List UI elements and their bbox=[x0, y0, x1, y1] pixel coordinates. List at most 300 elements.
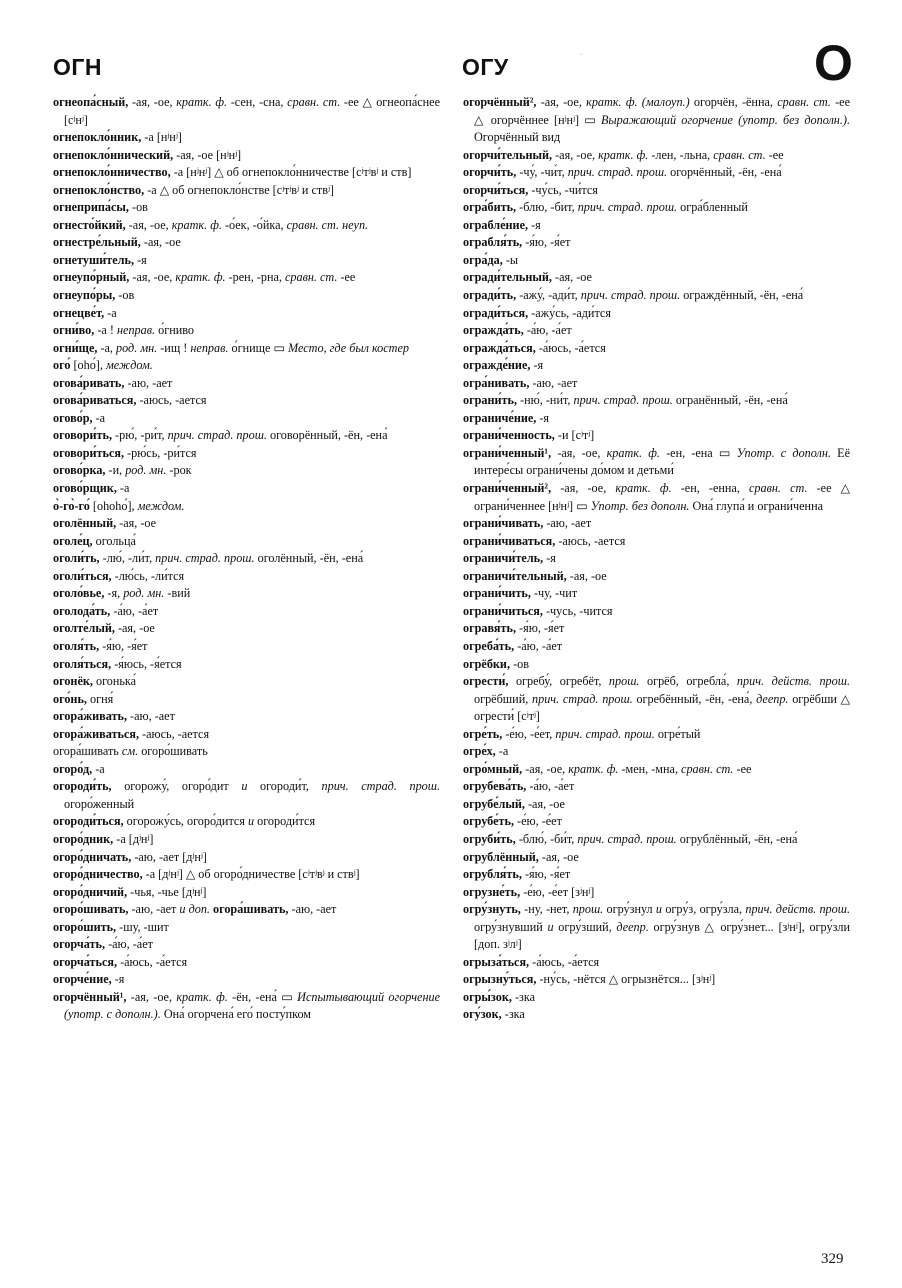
entry-text: огру́знув △ огру́знет... [зʲнʲ], огру́зли [доп. зʲлʲ] bbox=[474, 919, 850, 952]
headword: огрублённый, bbox=[463, 849, 539, 864]
entry-text: -е́ю, -е́ет [зʲнʲ] bbox=[520, 884, 595, 899]
dictionary-entry bbox=[53, 199, 440, 217]
dictionary-entry bbox=[463, 585, 850, 603]
entry-text: -а △ об огнепокло́нстве [сʲтʲвʲ и ствʲ] bbox=[144, 182, 334, 197]
headword: ограни́ть, bbox=[463, 393, 518, 408]
headword: огра́да, bbox=[463, 252, 503, 267]
entry-text: -ищ ! bbox=[157, 340, 191, 355]
headword: огорчи́ться, bbox=[463, 182, 529, 197]
dictionary-entry bbox=[463, 550, 850, 568]
headword: огреба́ть, bbox=[463, 638, 515, 653]
grammar-label: сравн. ст. bbox=[777, 95, 831, 109]
entry-text: -ая, -ое, bbox=[129, 270, 176, 285]
entry-text: -рю́, -ри́т, bbox=[112, 428, 168, 443]
dictionary-entry bbox=[463, 778, 850, 796]
headword: огоро́дничий, bbox=[53, 884, 128, 899]
dictionary-entry bbox=[53, 673, 440, 691]
grammar-label: прич. страд. прош. bbox=[321, 779, 441, 794]
entry-text: -ая, -ое, bbox=[551, 481, 616, 496]
entry-text: огру́зший, bbox=[553, 919, 617, 934]
dictionary-entry bbox=[463, 322, 850, 340]
entry-text: -ню́, -ни́т, bbox=[517, 393, 574, 408]
entry-text: -аю, -ает bbox=[529, 375, 578, 390]
entry-text: огрублённый, -ён, -ена́ bbox=[676, 831, 798, 846]
dictionary-entry bbox=[53, 94, 440, 129]
entry-text: огорчён, -ённа, bbox=[689, 95, 778, 109]
entry-text: огонька́ bbox=[92, 674, 137, 689]
headword: огоро́дник, bbox=[53, 831, 114, 846]
grammar-label: деепр. bbox=[616, 919, 649, 934]
dictionary-entry bbox=[53, 743, 440, 761]
dictionary-entry bbox=[53, 936, 440, 954]
headword: оголи́ться, bbox=[53, 568, 112, 583]
dictionary-entry bbox=[53, 392, 440, 410]
entry-text: огорожу́, огоро́дит bbox=[111, 779, 242, 794]
grammar-label: кратк. ф. bbox=[176, 95, 228, 109]
headword: огражда́ть, bbox=[463, 323, 524, 338]
grammar-label: см. bbox=[121, 744, 139, 759]
headword: огрыза́ться, bbox=[463, 954, 530, 969]
entry-text: -а bbox=[92, 410, 106, 425]
entry-text: -аюсь, -ается bbox=[139, 726, 210, 741]
entry-text: огру́знувший bbox=[474, 919, 548, 934]
entry-text: -ен, -енна, bbox=[671, 481, 749, 496]
entry-text: огорожу́сь, огоро́дится bbox=[123, 814, 248, 829]
dictionary-entry bbox=[463, 445, 850, 480]
dictionary-entry bbox=[53, 427, 440, 445]
headword: оголи́ть, bbox=[53, 551, 100, 566]
dictionary-entry bbox=[463, 989, 850, 1007]
entry-text: -ён, -ена́ ▭ bbox=[227, 989, 298, 1004]
headword: оголя́ться, bbox=[53, 656, 112, 671]
headword: огоро́шить, bbox=[53, 919, 117, 934]
entry-text: -блю, -бит, bbox=[516, 200, 578, 215]
grammar-label: прич. страд. прош. bbox=[577, 200, 678, 215]
entry-text: -лен, -льна, bbox=[648, 147, 714, 162]
entry-text: -а́юсь, -а́ется bbox=[117, 954, 188, 969]
dictionary-entry bbox=[53, 813, 440, 831]
entry-text: -аю, -ает bbox=[128, 902, 180, 917]
dictionary-entry bbox=[463, 252, 850, 270]
entry-text: огорчённый, -ён, -ена́ bbox=[667, 165, 782, 180]
dictionary-entry bbox=[463, 673, 850, 726]
dictionary-entry bbox=[463, 147, 850, 165]
headword: огорчённый², bbox=[463, 95, 537, 109]
headword: оголённый, bbox=[53, 516, 117, 531]
headword: огово́р, bbox=[53, 410, 93, 425]
grammar-label: прич. страд. прош. bbox=[580, 288, 681, 303]
headword: ограни́ченный¹, bbox=[463, 445, 552, 460]
entry-text: ограждённый, -ён, -ена́ bbox=[680, 288, 804, 303]
entry-text: огре́тый bbox=[654, 726, 701, 741]
dictionary-entry bbox=[53, 147, 440, 165]
headword: огорча́ть, bbox=[53, 937, 106, 952]
left-column bbox=[53, 94, 440, 1024]
dictionary-entry bbox=[53, 357, 440, 375]
dictionary-entry bbox=[53, 287, 440, 305]
entry-text: -ая, -ое [нʲнʲ] bbox=[173, 147, 242, 162]
headword: огни́ще, bbox=[53, 340, 98, 355]
grammar-label: прич. страд. прош. bbox=[155, 551, 255, 566]
headword: огнепокло́нник, bbox=[53, 130, 142, 145]
entry-text: -а́ю, -а́ет bbox=[105, 937, 153, 952]
grammar-label: сравн. ст. bbox=[287, 95, 341, 109]
dictionary-entry bbox=[53, 656, 440, 674]
dictionary-entry bbox=[463, 743, 850, 761]
grammar-label: кратк. ф. bbox=[176, 989, 228, 1004]
headword: огоро́дничать, bbox=[53, 849, 132, 864]
entry-text: -о́ек, -о́йка, bbox=[221, 217, 287, 232]
headword: огнеопа́сный, bbox=[53, 95, 129, 109]
dictionary-entry bbox=[463, 761, 850, 779]
headword: огорчи́тельный, bbox=[463, 147, 553, 162]
entry-text: [оhоhо́], bbox=[89, 498, 138, 513]
grammar-label: прич. страд. прош. bbox=[567, 165, 668, 180]
headword: огнестре́льный, bbox=[53, 235, 141, 250]
headword: оговори́ться, bbox=[53, 445, 124, 460]
headword: огорче́ние, bbox=[53, 972, 112, 987]
headword: огово́рка, bbox=[53, 463, 106, 478]
entry-text: -чу, -чит bbox=[530, 586, 578, 601]
dictionary-entry bbox=[463, 217, 850, 235]
headword: огрубе́ть, bbox=[463, 814, 514, 829]
dictionary-entry bbox=[53, 182, 440, 200]
headword: огоро́дничество, bbox=[53, 867, 143, 882]
headword: огороди́ть, bbox=[53, 779, 112, 794]
dictionary-entry bbox=[463, 603, 850, 621]
entry-text: -чу́, -чи́т, bbox=[516, 165, 568, 180]
headword: огради́ться, bbox=[463, 305, 529, 320]
entry-text: -я́ю, -я́ет bbox=[516, 621, 565, 636]
grammar-label: кратк. ф. bbox=[568, 761, 619, 776]
entry-text: -а [дʲнʲ] bbox=[113, 831, 154, 846]
dictionary-entry bbox=[463, 357, 850, 375]
entry-text: -я́ю, -я́ет bbox=[522, 235, 571, 250]
headword: огни́во, bbox=[53, 323, 95, 338]
entry-text: -а́ю, -а́ет bbox=[110, 603, 159, 618]
entry-text: -а́ю, -а́ет bbox=[526, 779, 575, 794]
dictionary-entry bbox=[463, 620, 850, 638]
dictionary-entry bbox=[463, 410, 850, 428]
entry-text: -ая, -ое, bbox=[126, 989, 177, 1004]
entry-text: -ая, -ое, bbox=[125, 217, 172, 232]
entry-text: о́гниво bbox=[155, 323, 195, 338]
grammar-label: прич. страд. прош. bbox=[167, 428, 267, 443]
dictionary-entry bbox=[463, 427, 850, 445]
entry-text: -а́юсь, -а́ется bbox=[535, 340, 606, 355]
dictionary-entry bbox=[53, 410, 440, 428]
left-guide-word: ОГН bbox=[53, 54, 103, 80]
entry-text: -ая, -ое bbox=[538, 849, 579, 864]
dictionary-entry bbox=[53, 533, 440, 551]
headword: огово́рщик, bbox=[53, 481, 117, 496]
entry-text: -ая, -ое bbox=[524, 796, 565, 811]
dictionary-entry bbox=[53, 708, 440, 726]
entry-text: -аюсь, -ается bbox=[136, 393, 207, 408]
dictionary-entry bbox=[463, 849, 850, 867]
dictionary-entry bbox=[53, 919, 440, 937]
entry-text: -зка bbox=[511, 989, 535, 1004]
dictionary-entry bbox=[53, 462, 440, 480]
entry-text: -а́ю, -а́ет bbox=[523, 323, 572, 338]
entry-text: -е́ю, -е́ет, bbox=[502, 726, 556, 741]
dictionary-entry bbox=[463, 884, 850, 902]
entry-text: -ее bbox=[733, 761, 752, 776]
entry-text: -аю, -ает bbox=[127, 709, 175, 724]
dictionary-entry bbox=[53, 550, 440, 568]
dictionary-entry bbox=[463, 392, 850, 410]
dictionary-entry bbox=[53, 340, 440, 358]
dictionary-entry bbox=[463, 234, 850, 252]
entry-text: -чусь, -чится bbox=[542, 603, 613, 618]
dictionary-entry bbox=[463, 813, 850, 831]
entry-text: -я́ю, -я́ет bbox=[99, 638, 148, 653]
entry-text: -лю́, -ли́т, bbox=[99, 551, 156, 566]
headword: огоро́д, bbox=[53, 761, 93, 776]
dictionary-entry bbox=[53, 234, 440, 252]
dictionary-entry bbox=[463, 340, 850, 358]
dictionary-entry bbox=[463, 726, 850, 744]
headword: ограни́чить, bbox=[463, 586, 531, 601]
entry-text: огоро́женный bbox=[64, 796, 135, 811]
grammar-label: род. мн. bbox=[116, 340, 158, 355]
grammar-label: кратк. ф. bbox=[606, 445, 660, 460]
headword: огнепокло́нство, bbox=[53, 182, 145, 197]
entry-text: -а bbox=[92, 761, 105, 776]
grammar-label: деепр. bbox=[756, 691, 789, 706]
grammar-label: и bbox=[247, 814, 255, 829]
grammar-label: и bbox=[547, 919, 554, 934]
headword: огрубева́ть, bbox=[463, 779, 527, 794]
entry-text: огребу́, огребёт, bbox=[508, 674, 609, 689]
entry-text: -ая, -ое, bbox=[128, 95, 177, 109]
headword: ограничи́тельный, bbox=[463, 568, 567, 583]
headword: оголе́ц, bbox=[53, 533, 93, 548]
dictionary-entry bbox=[53, 778, 440, 813]
dictionary-entry bbox=[53, 322, 440, 340]
dictionary-entry bbox=[53, 691, 440, 709]
grammar-label: кратк. ф. bbox=[598, 147, 649, 162]
entry-text: -а ! bbox=[94, 323, 117, 338]
dictionary-entry bbox=[463, 971, 850, 989]
dictionary-entry bbox=[463, 533, 850, 551]
headword: огнепокло́ннический, bbox=[53, 147, 174, 162]
dictionary-entry bbox=[53, 498, 440, 516]
entry-text: -ов bbox=[128, 200, 148, 215]
entry-text: Её интере́сы ограни́чены до́мом и детьми́ bbox=[474, 445, 850, 478]
dictionary-entry bbox=[463, 375, 850, 393]
headword: огнеприпа́сы, bbox=[53, 200, 129, 215]
headword: огорча́ться, bbox=[53, 954, 118, 969]
dictionary-entry bbox=[463, 1006, 850, 1024]
headword: огора́живать, bbox=[53, 709, 127, 724]
headword: огоро́шивать, bbox=[53, 902, 129, 917]
entry-text: -ая, -ое, bbox=[551, 445, 607, 460]
entry-text: -ов bbox=[115, 288, 135, 303]
entry-text: оговорённый, -ён, -ена́ bbox=[266, 428, 388, 443]
headword: огрузне́ть, bbox=[463, 884, 521, 899]
grammar-label: прош. bbox=[608, 674, 640, 689]
dictionary-entry bbox=[53, 620, 440, 638]
dictionary-entry bbox=[53, 761, 440, 779]
headword: огонёк, bbox=[53, 674, 93, 689]
entry-text: -ажу́, -ади́т, bbox=[516, 288, 581, 303]
entry-text: огня́ bbox=[86, 691, 114, 706]
grammar-label: прич. страд. прош. bbox=[555, 726, 655, 741]
entry-text: огра́бленный bbox=[677, 200, 748, 215]
dictionary-entry bbox=[53, 849, 440, 867]
entry-text: о́гнище ▭ bbox=[228, 340, 289, 355]
headword: ограни́читься, bbox=[463, 603, 543, 618]
grammar-label: междом. bbox=[137, 498, 185, 513]
dictionary-entry bbox=[463, 796, 850, 814]
entry-text: -и, bbox=[105, 463, 126, 478]
entry-text: -сен, -сна, bbox=[227, 95, 288, 109]
entry-text: -ажу́сь, -ади́тся bbox=[528, 305, 611, 320]
headword: ограни́ченность, bbox=[463, 428, 555, 443]
headword: ограни́чиваться, bbox=[463, 533, 556, 548]
entry-text: -вий bbox=[164, 586, 191, 601]
entry-text: огранённый, -ён, -ена́ bbox=[672, 393, 788, 408]
headword: оголода́ть, bbox=[53, 603, 111, 618]
entry-text: -шу, -шит bbox=[116, 919, 169, 934]
entry-text: -а́ю, -а́ет bbox=[514, 638, 563, 653]
entry-text: огрёбши △ огрести́ [сʲтʲ] bbox=[474, 691, 851, 724]
dictionary-entry bbox=[463, 305, 850, 323]
headword: огради́ть, bbox=[463, 288, 517, 303]
grammar-label: кратк. ф. (малоуп.) bbox=[586, 95, 690, 109]
dictionary-entry bbox=[463, 568, 850, 586]
headword: огражда́ться, bbox=[463, 340, 536, 355]
headword: ограни́ченный², bbox=[463, 481, 552, 496]
grammar-label: прич. действ. прош. bbox=[736, 674, 850, 689]
entry-text: -я bbox=[111, 972, 125, 987]
headword: огра́нивать, bbox=[463, 375, 530, 390]
entry-text: -е́ю, -е́ет bbox=[514, 814, 562, 829]
print-speck: · bbox=[580, 52, 582, 58]
entry-text: огольца́ bbox=[92, 533, 136, 548]
headword: огру́знуть, bbox=[463, 902, 521, 917]
entry-text: огру́з, огру́зла, bbox=[662, 902, 746, 917]
grammar-label: Испытывающий огорчение (употр. с дополн.). bbox=[64, 989, 441, 1022]
dictionary-entry bbox=[463, 954, 850, 972]
headword: огнеупо́рный, bbox=[53, 270, 130, 285]
entry-text: -ая, -ое, bbox=[522, 761, 569, 776]
headword: ограничи́тель, bbox=[463, 551, 544, 566]
dictionary-entry bbox=[53, 971, 440, 989]
headword: огрызну́ться, bbox=[463, 972, 537, 987]
dictionary-entry bbox=[53, 901, 440, 919]
headword: огороди́ться, bbox=[53, 814, 124, 829]
dictionary-entry bbox=[53, 515, 440, 533]
dictionary-entry bbox=[463, 480, 850, 515]
grammar-label: прич. страд. прош. bbox=[577, 831, 677, 846]
entry-text: -я́юсь, -я́ется bbox=[111, 656, 182, 671]
dictionary-entry bbox=[53, 445, 440, 463]
grammar-label: прош. bbox=[572, 902, 604, 917]
headword: огорчи́ть, bbox=[463, 165, 517, 180]
grammar-label: кратк. ф. bbox=[171, 217, 222, 232]
dictionary-entry bbox=[53, 269, 440, 287]
dictionary-entry bbox=[53, 252, 440, 270]
grammar-label: и bbox=[655, 902, 663, 917]
dictionary-entry bbox=[463, 164, 850, 182]
dictionary-entry bbox=[53, 305, 440, 323]
headword: ограбля́ть, bbox=[463, 235, 523, 250]
dictionary-entry bbox=[463, 656, 850, 674]
entry-text: -я, bbox=[104, 586, 124, 601]
entry-text: -ая, -ое bbox=[551, 270, 592, 285]
entry-text: -ая, -ое, bbox=[536, 95, 587, 109]
headword: огова́риваться, bbox=[53, 393, 137, 408]
dictionary-entry bbox=[53, 585, 440, 603]
entry-text: -мен, -мна, bbox=[618, 761, 682, 776]
entry-text: -а bbox=[104, 305, 117, 320]
entry-text: -блю́, -би́т, bbox=[515, 831, 578, 846]
entry-text: -чья, -чье [дʲнʲ] bbox=[127, 884, 207, 899]
entry-text: -ее △ огнеопа́снее [сʲнʲ] bbox=[64, 95, 440, 127]
entry-text: -ну, -нет, bbox=[520, 902, 573, 917]
entry-text: -ов bbox=[510, 656, 529, 671]
grammar-label: сравн. ст. bbox=[284, 270, 338, 285]
headword: огравя́ть, bbox=[463, 621, 516, 636]
grammar-label: Употр. без дополн. bbox=[590, 498, 690, 513]
headword: оголо́вье, bbox=[53, 586, 105, 601]
entry-text: оголённый, -ён, -ена́ bbox=[254, 551, 364, 566]
headword: огра́бить, bbox=[463, 200, 517, 215]
dictionary-entry bbox=[463, 269, 850, 287]
entry-text: огороди́т, bbox=[247, 779, 322, 794]
entry-text: огороди́тся bbox=[254, 814, 316, 829]
grammar-label: сравн. ст. неуп. bbox=[286, 217, 369, 232]
grammar-label: неправ. bbox=[190, 340, 229, 355]
entry-text: -ее △ ограни́ченнее [нʲнʲ] ▭ bbox=[474, 481, 850, 513]
headword: огрубе́лый, bbox=[463, 796, 525, 811]
headword: огрести́, bbox=[463, 674, 509, 689]
grammar-label: Употр. с дополн. bbox=[736, 445, 831, 460]
dictionary-entry bbox=[53, 164, 440, 182]
entry-text: огру́знул bbox=[603, 902, 656, 917]
dictionary-entry bbox=[463, 287, 850, 305]
dictionary-entry bbox=[53, 884, 440, 902]
headword: огора́шивать, bbox=[213, 902, 289, 917]
headword: огрубля́ть, bbox=[463, 867, 522, 882]
entry-text: огребённый, -ён, -ена́, bbox=[632, 691, 757, 706]
entry-text: -ая, -ое bbox=[566, 568, 607, 583]
dictionary-entry bbox=[463, 831, 850, 849]
dictionary-entry bbox=[53, 217, 440, 235]
entry-text: -я bbox=[134, 252, 147, 267]
headword: огруби́ть, bbox=[463, 831, 516, 846]
entry-text: -ее △ огорчённее [нʲнʲ] ▭ bbox=[474, 95, 850, 127]
section-letter: О bbox=[814, 35, 853, 91]
headword: огорчённый¹, bbox=[53, 989, 127, 1004]
headword: оголте́лый, bbox=[53, 621, 115, 636]
entry-text: -рок bbox=[166, 463, 192, 478]
headword: ого́ bbox=[53, 358, 71, 373]
headword: о̀-го̀-го́ bbox=[53, 498, 90, 513]
entry-text: огора́шивать bbox=[53, 744, 122, 759]
headword: оговори́ть, bbox=[53, 428, 112, 443]
entry-text: -чу́сь, -чи́тся bbox=[528, 182, 598, 197]
entry-text: огрёбший, bbox=[474, 691, 532, 706]
dictionary-entry bbox=[463, 515, 850, 533]
dictionary-entry bbox=[463, 199, 850, 217]
headword: огнесто́йкий, bbox=[53, 217, 126, 232]
entry-text: огоро́шивать bbox=[138, 744, 208, 759]
grammar-label: Выражающий огорчение (употр. без дополн.). bbox=[600, 112, 850, 127]
grammar-label: Место, где был костер bbox=[288, 340, 409, 355]
